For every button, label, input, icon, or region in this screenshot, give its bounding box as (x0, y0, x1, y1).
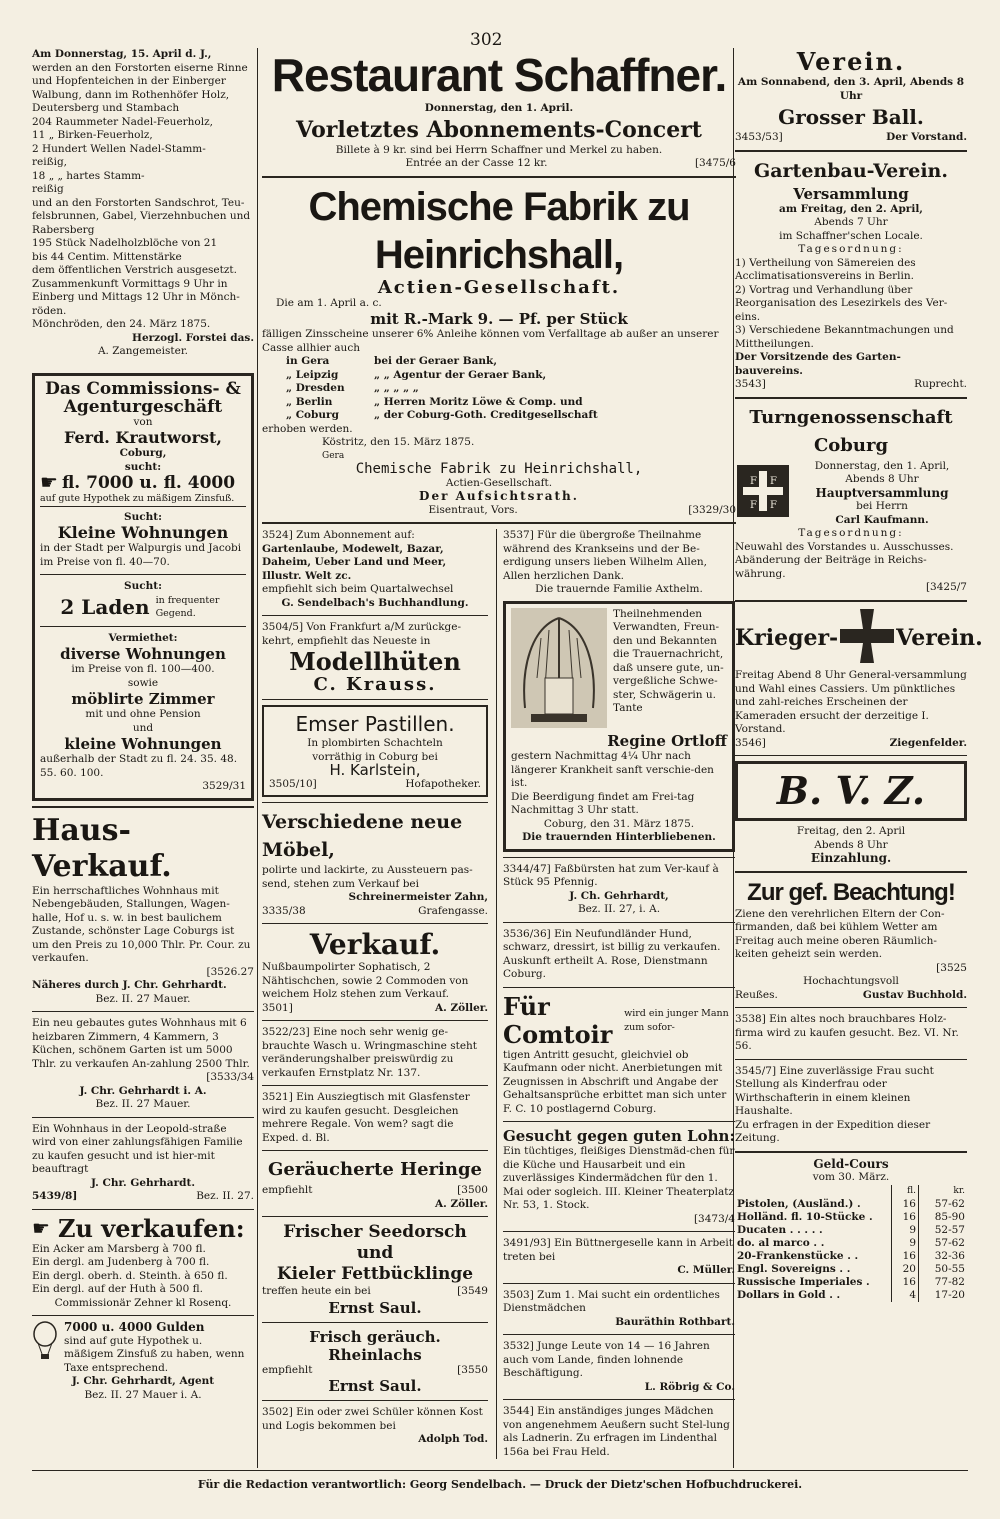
modell-sign: C. Krauss. (313, 674, 437, 695)
dienst-ref: 3503] (503, 1288, 534, 1301)
zuverk-title: Zu verkaufen: (57, 1213, 245, 1243)
footer-rule (32, 1470, 968, 1471)
turn-name: Carl Kaufmann. (835, 513, 929, 526)
commission-sucht: sucht: (124, 460, 162, 473)
pointing-hand-icon: ☛ (32, 1215, 50, 1240)
leopold-text: Ein Wohnhaus in der Leopold-straße wird von einer zahlungsfähigen Familie zu kaufen gesucht und ist hier-mit beauftragt (32, 1122, 243, 1175)
turn-time: Abends 8 Uhr (845, 473, 919, 485)
commission-s3-big: diverse Wohnungen (60, 645, 226, 663)
bvz-title: B. V. Z. (776, 768, 926, 813)
buersten-addr: Bez. II. 27, i. A. (577, 903, 661, 915)
commission-city: Coburg, (119, 447, 167, 459)
forst-line: Mönchröden, den 24. März 1875. (32, 318, 211, 330)
abo-text: Zum Abonnement auf: (296, 529, 415, 541)
kurs-head-cell (735, 1185, 892, 1198)
bvz-date: Freitag, den 2. April (796, 825, 906, 837)
restaurant-date: Donnerstag, den 1. April. (424, 102, 574, 114)
forst-sign-name: A. Zangemeister. (97, 345, 189, 357)
todes-date: Coburg, den 31. März 1875. (543, 817, 695, 830)
dank-text: Für die übergroße Theilnahme während des Krankseins und der Be-erdigung unsers lieben Wilhelm Allen, Allen herzlichen Dank. (503, 529, 708, 582)
abo-sign: G. Sendelbach's Buchhandlung. (281, 596, 469, 609)
modell-text: Von Frankfurt a/M zurückge-kehrt, empfiehlt das Neueste in (262, 621, 462, 647)
moebel-text: polirte und lackirte, zu Aussteuern pas-send, stehen zum Verkauf bei (262, 864, 473, 890)
commission-und: und (132, 721, 154, 734)
restaurant-ref: [3475/6 (694, 157, 736, 169)
dank-ref: 3537] (503, 529, 534, 541)
chemie-date: Köstritz, den 15. März 1875. (322, 436, 475, 448)
table-cell: Dollars in Gold . . (737, 1288, 841, 1301)
emser-name: H. Karlstein, (329, 761, 421, 779)
table-cell: 16 (892, 1276, 919, 1289)
forst-line: Rabersberg (32, 223, 95, 236)
haus-text: Ein herrschaftliches Wohnhaus mit Nebengebäuden, Stallungen, Wagen-halle, Hof u. s. w. in best baulichem Zustande, schönster Lage Coburgs ist um den Preis zu 10,000 Thlr. Pr. Cour. zu verkaufen. (32, 884, 251, 964)
todes-sign: Die trauernden Hinterbliebenen. (522, 831, 716, 843)
krieger-sign: Ziegenfelder. (889, 736, 967, 749)
comtoir-title: Für Comtoir (503, 991, 613, 1049)
hering-sign: A. Zöller. (434, 1197, 488, 1210)
chemie-place-city: „ Berlin (286, 395, 333, 408)
chemie-title: Chemische Fabrik zu Heinrichshall, (308, 184, 690, 277)
buersten-ref: 3344/47] (503, 862, 551, 875)
neubau-sign: J. Chr. Gehrhardt i. A. (79, 1084, 207, 1097)
table-row (735, 1198, 967, 1211)
table-cell: 50-55 (919, 1263, 968, 1276)
lachs-title: Frisch geräuch. Rheinlachs (309, 1327, 441, 1364)
chemie-place-city: „ Coburg (286, 409, 339, 421)
verein-sign: Der Vorstand. (886, 131, 967, 143)
chemie-place-city: „ Leipzig (286, 368, 339, 381)
table-cell: 4 (892, 1289, 919, 1302)
lohn-ref: [3473/4 (693, 1212, 735, 1225)
forst-line: Walbung, dann im Rothenhöfer Holz, (32, 88, 230, 101)
column-right (735, 47, 983, 1302)
table-cell: Engl. Sovereigns . . (737, 1262, 851, 1275)
obituary-box (503, 601, 735, 852)
table-cell: 57-62 (919, 1198, 968, 1211)
table-cell: 77-82 (919, 1276, 968, 1289)
seedorsch-ref: [3549 (457, 1285, 488, 1297)
chemie-sign3: Der Aufsichtsrath. (419, 489, 579, 503)
turn-date: Donnerstag, den 1. April, (814, 459, 950, 472)
dienst-text: Zum 1. Mai sucht ein ordentliches Dienstmädchen (503, 1288, 720, 1314)
table-row (735, 1263, 967, 1276)
forst-notice (32, 48, 254, 332)
list-item: Ein dergl. am Judenberg à 700 fl. (32, 1256, 210, 1268)
table-cell: 16 (892, 1198, 919, 1211)
table-cell: Holländ. fl. 10-Stücke . (737, 1210, 873, 1223)
commission-ad (32, 373, 254, 801)
forst-line: 204 Raummeter Nadel-Feuerholz, (32, 115, 213, 128)
forst-line: 11 „ Birken-Feuerholz, (32, 129, 153, 141)
turn-tages: Tagesordnung: (798, 527, 904, 539)
holz-text: Ein altes noch brauchbares Holz-firma wird zu kaufen gesucht. Bez. VI. Nr. 56. (735, 1013, 959, 1052)
dienst-sign: Bauräthin Rothbart. (615, 1315, 735, 1328)
emser-text2: vorräthig in Coburg bei (312, 750, 438, 763)
modell-ref: 3504/5] (262, 621, 304, 633)
commission-amount-sub: auf gute Hypothek zu mäßigem Zinsfuß. (40, 492, 246, 507)
leute-ref: 3532] (503, 1340, 534, 1352)
table-cell: 85-90 (919, 1211, 968, 1224)
weeping-willow-icon (511, 608, 607, 733)
beacht-text: Ziene den verehrlichen Eltern der Con-firmanden, daß bei kühlem Wetter am Freitag auch meine oberen Räumlich-keiten geheizt sein werden. (735, 907, 945, 960)
abo-items: Gartenlaube, Modewelt, Bazar, Daheim, Ueber Land und Meer, Illustr. Welt zc. (262, 542, 447, 582)
maedchen-ref: 3544] (503, 1405, 534, 1417)
verein-title: Verein. (796, 47, 906, 76)
forst-sign: Herzogl. Forstei das. (132, 331, 254, 344)
krieger-right: Verein. (896, 624, 983, 651)
chemie-place-city: in Gera (286, 355, 330, 367)
moebel-title: Verschiedene neue Möbel, (262, 811, 463, 861)
moebel-addr: Grafengasse. (418, 904, 488, 917)
garten-tages: Tagesordnung: (798, 243, 904, 255)
table-row (735, 1237, 967, 1250)
emser-role: Hofapotheker. (405, 777, 481, 790)
beacht-ref: [3525 (936, 961, 967, 974)
chemie-erhoben: erhoben werden. (262, 422, 353, 435)
krieger-text: Freitag Abend 8 Uhr General-versammlung und Wahl eines Cassiers. Um pünktliches und zahl-reiches Erscheinen der Kameraden ersucht der derzeitige I. Vorstand. (735, 669, 967, 735)
kurs-head-cell: kr. (919, 1185, 968, 1198)
restaurant-title: Restaurant Schaffner. (271, 49, 727, 101)
list-item: 3) Verschiedene Bekanntmachungen und Mittheilungen. (735, 324, 954, 350)
chemie-ref: [3329/30 (688, 503, 736, 516)
page-number: 302 (470, 30, 503, 50)
chemie-place-who: „ „ „ „ „ (374, 382, 419, 394)
verkauf-title: Verkauf. (309, 928, 441, 961)
column-middle (262, 48, 736, 1459)
commission-title: Das Commissions- & (45, 378, 241, 399)
commission-s3-text: im Preise von fl. 100—400. (71, 663, 215, 675)
verein-date: Am Sonnabend, den 3. April, Abends 8 Uhr (737, 76, 965, 102)
chemie-line2: mit R.-Mark 9. — Pf. per Stück (370, 310, 628, 328)
krieger-ref: 3546] (735, 736, 766, 749)
wasch-text: Eine noch sehr wenig ge-brauchte Wasch u. Wringmaschine steht veränderungshalber preiswürdig zu verkaufen Ernstplatz Nr. 137. (262, 1026, 478, 1079)
table-cell: Ducaten . . . . . (737, 1223, 823, 1236)
hund-ref: 3536/36] (503, 927, 551, 940)
commission-s3-text3: außerhalb der Stadt zu fl. 24. 35. 48. 55. 60. 100. (40, 753, 238, 779)
seedorsch-text: treffen heute ein bei (262, 1285, 371, 1297)
forst-line: und Hopfenteichen in der Einberger (32, 75, 226, 87)
beacht-sign: Gustav Buchhold. (862, 988, 967, 1001)
chemie-place-row (262, 409, 736, 423)
table-cell: 17-20 (919, 1289, 968, 1302)
forst-line: felsbrunnen, Gabel, Vierzehnbuchen und (32, 210, 251, 222)
bvz-box (735, 761, 967, 821)
emser-title: Emser Pastillen. (295, 712, 455, 736)
buettner-sign: C. Müller. (677, 1264, 735, 1276)
todes-text2: gestern Nachmittag 4¼ Uhr nach längerer Krankheit sanft verschie-den ist. (511, 750, 714, 789)
table-row (735, 1211, 967, 1224)
garten-sign: Der Vorsitzende des Garten-bauvereins. (735, 351, 901, 377)
seedorsch-sign: Ernst Saul. (328, 1298, 422, 1317)
zuverk-list (32, 1243, 254, 1297)
table-row (735, 1224, 967, 1237)
emser-ref: 3505/10] (269, 777, 317, 790)
forst-line: Deutersberg und Stambach (32, 102, 180, 114)
forst-line: Einberg und Mittags 12 Uhr in Mönch- (32, 291, 240, 303)
buersten-sign: J. Ch. Gehrhardt, (569, 889, 669, 902)
turn-text: Neuwahl des Vorstandes u. Ausschusses. Abänderung der Beiträge in Reichs-währung. (735, 540, 954, 580)
commission-s1: Sucht: (124, 510, 162, 523)
verkauf-ref: 3501] (262, 1001, 293, 1014)
forst-line: 2 Hundert Wellen Nadel-Stamm- (32, 142, 206, 155)
middle-subcol-right (496, 529, 735, 1459)
commission-ref: 3529/31 (202, 780, 246, 792)
gulden-sign: J. Chr. Gehrhardt, Agent (71, 1375, 215, 1387)
schueler-sign: Adolph Tod. (418, 1433, 488, 1445)
table-cell: 32-36 (919, 1250, 968, 1263)
pointing-hand-icon: ☛ (40, 470, 58, 495)
chemie-place-who: bei der Geraer Bank, (374, 355, 497, 367)
hering-text: empfiehlt (262, 1184, 313, 1196)
forst-line: 195 Stück Nadelholzblöche von 21 (32, 237, 218, 249)
iron-cross-icon (838, 607, 896, 670)
chemie-sign: Chemische Fabrik zu Heinrichshall, (355, 461, 643, 477)
garten-name: Ruprecht. (914, 378, 967, 390)
garten-items (735, 257, 967, 352)
commission-s3-text2: mit und ohne Pension (85, 708, 201, 720)
forst-line: dem öffentlichen Verstrich ausgesetzt. (32, 264, 237, 276)
garten-ref: 3543] (735, 378, 766, 390)
commission-s2-side: in frequenter Gegend. (155, 594, 220, 619)
lohn-title: Gesucht gegen guten Lohn: (503, 1127, 735, 1145)
leopold-sign: J. Chr. Gehrhardt. (91, 1176, 195, 1189)
chemie-place-row (262, 396, 736, 410)
svg-text:F: F (750, 476, 757, 487)
commission-name: Ferd. Krautworst, (64, 428, 222, 447)
buettner-ref: 3491/93] (503, 1237, 551, 1249)
hering-title: Geräucherte Heringe (268, 1159, 482, 1180)
commission-s2: Sucht: (124, 580, 162, 592)
kurs-table (735, 1185, 967, 1302)
chemie-place-row (262, 382, 736, 396)
auszieh-ref: 3521] (262, 1091, 293, 1103)
turn-big: Hauptversammlung (815, 485, 949, 500)
neubau-addr: Bez. II. 27 Mauer. (95, 1098, 191, 1110)
schueler-ref: 3502] (262, 1406, 293, 1418)
kurs-head-cell: fl. (892, 1185, 919, 1198)
chemie-place-who: „ Herren Moritz Löwe & Comp. und (374, 395, 583, 408)
krieger-left: Krieger- (735, 624, 839, 651)
haus-ref: [3526.27 (206, 965, 254, 978)
table-row (735, 1276, 967, 1289)
restaurant-tickets: Billete à 9 kr. sind bei Herrn Schaffner und Merkel zu haben. (335, 143, 663, 156)
verkauf-text: Nußbaumpolirter Sophatisch, 2 Nähtischchen, sowie 2 Commoden von weichem Holz stehen zum Verkauf. (262, 961, 469, 1000)
list-item: Ein Acker am Marsberg à 700 fl. (32, 1242, 206, 1255)
leute-text: Junge Leute von 14 — 16 Jahren auch vom Lande, finden lohnende Beschäftigung. (503, 1340, 710, 1379)
restaurant-entree: Entrée an der Casse 12 kr. (405, 157, 548, 169)
forst-line: reißig, (32, 156, 68, 168)
chemie-sign2: Actien-Gesellschaft. (445, 476, 553, 489)
chemie-sub: Actien-Gesellschaft. (377, 276, 621, 298)
chemie-places (262, 355, 736, 423)
seedorsch-title1: Frischer Seedorsch und (283, 1222, 467, 1263)
garten-title: Gartenbau-Verein. (754, 159, 948, 182)
leopold-addr: Bez. II. 27. (196, 1190, 254, 1202)
buersten-text: Faßbürsten hat zum Ver-kauf à Stück 95 Pfennig. (503, 862, 719, 888)
turn-title: Turngenossenschaft Coburg (749, 406, 953, 456)
table-row (735, 1250, 967, 1263)
chemie-place-row (262, 355, 736, 369)
hund-text: Ein Neufundländer Hund, schwarz, dressirt, ist billig zu verkaufen. Auskunft ertheilt A. Rose, Dienstmann Coburg. (503, 927, 721, 980)
turn-ref: [3425/7 (925, 581, 967, 593)
wasch-ref: 3522/23] (262, 1026, 310, 1038)
table-cell: 52-57 (919, 1224, 968, 1237)
column-divider-left (257, 48, 258, 1468)
verkauf-sign: A. Zöller. (434, 1001, 488, 1014)
garten-sub: Versammlung (793, 184, 909, 203)
commission-sowie: sowie (127, 676, 159, 689)
zuverk-comm: Commissionär Zehner kl Rosenq. (54, 1296, 232, 1309)
comtoir-text: tigen Antritt gesucht, gleichviel ob Kaufmann oder nicht. Anerbietungen mit Zeugnissen in Abschrift und Angabe der Gehaltsansprüche erbittet man sich unter F. C. 10 postlagernd Coburg. (503, 1048, 727, 1115)
balloon-icon (32, 1321, 58, 1375)
lachs-sign: Ernst Saul. (328, 1377, 422, 1395)
forst-line: bis 44 Centim. Mittenstärke (32, 250, 182, 263)
emser-ad (262, 705, 488, 797)
restaurant-event: Vorletztes Abonnements-Concert (296, 116, 702, 143)
svg-text:F: F (770, 500, 777, 511)
table-cell: 9 (892, 1224, 919, 1237)
table-cell: 20 (892, 1263, 919, 1276)
garten-place: im Schaffner'schen Locale. (779, 229, 923, 242)
svg-text:F: F (770, 476, 777, 487)
table-cell: 57-62 (919, 1237, 968, 1250)
chemie-place-city: „ Dresden (286, 382, 345, 394)
maedchen-text: Ein anständiges junges Mädchen von angenehmem Aeußern sucht Stel-lung als Ladnerin. Zu erfragen im Lindenthal 156a bei Frau Held. (503, 1405, 730, 1458)
chemie-place-who: „ „ Agentur der Geraer Bank, (374, 368, 547, 381)
leopold-ref: 5439/8] (32, 1190, 78, 1202)
emser-text1: In plombirten Schachteln (307, 737, 443, 749)
column-left (32, 48, 254, 1402)
garten-time: Abends 7 Uhr (814, 216, 888, 228)
auszieh-text: Ein Ausziegtisch mit Glasfenster wird zu kaufen gesucht. Desgleichen mehrere Regale. Von wem? sagt die Exped. d. Bl. (262, 1091, 470, 1144)
modell-big: Modellhüten (289, 647, 461, 676)
moebel-sign: Schreinermeister Zahn, (348, 891, 488, 903)
abo-ad (262, 529, 488, 543)
list-item: 2) Vortrag und Verhandlung über Reorganisation des Lesezirkels des Ver-eins. (735, 283, 948, 323)
todes-text3: Die Beerdigung findet am Frei-tag Nachmittag 3 Uhr statt. (511, 790, 695, 816)
commission-s1-big: Kleine Wohnungen (57, 523, 229, 542)
gulden-text: sind auf gute Hypothek u. mäßigem Zinsfuß zu haben, wenn Taxe entsprechend. (64, 1334, 245, 1374)
bvz-time: Abends 8 Uhr (814, 838, 888, 851)
comtoir-side: wird ein junger Mann zum sofor- (624, 1008, 729, 1033)
middle-subcol-left (262, 529, 488, 1459)
garten-date: am Freitag, den 2. April, (779, 202, 923, 215)
haus-addr: Bez. II. 27 Mauer. (95, 992, 191, 1005)
lachs-text: empfiehlt (262, 1363, 313, 1376)
forst-line: röden. (32, 304, 67, 317)
table-cell: do. al marco . . (737, 1236, 825, 1249)
forst-line: Zusammenkunft Vormittags 9 Uhr in (32, 277, 228, 290)
leute-sign: L. Röbrig & Co. (644, 1380, 735, 1393)
commission-amount: fl. 7000 u. fl. 4000 (61, 473, 236, 493)
forst-line: und an den Forstorten Sandschrot, Teu- (32, 196, 245, 209)
lohn-text: Ein tüchtiges, fleißiges Dienstmäd-chen für die Küche und Hausarbeit und ein zuverlässiges Kindermädchen für den 1. Mai oder sogleich. III. Kleiner Theaterplatz Nr. 53, 1. Stock. (503, 1145, 735, 1211)
bvz-big: Einzahlung. (810, 851, 892, 865)
kinder-ref: 3545/7] (735, 1064, 777, 1077)
table-cell: 9 (892, 1237, 919, 1250)
verein-big: Grosser Ball. (778, 105, 924, 129)
table-cell: Russische Imperiales . (737, 1275, 870, 1288)
kinder-text: Eine zuverlässige Frau sucht Stellung als Kinderfrau oder Wirthschafterin in einem kleinen Haushalte. (735, 1064, 934, 1117)
haus-title: Haus-Verkauf. (32, 812, 172, 884)
chemie-body: fälligen Zinsscheine unserer 6% Anleihe können vom Verfalltage ab außer an unserer Casse allhier auch (262, 328, 719, 354)
chemie-line1: Die am 1. April a. c. (276, 296, 382, 309)
verein-ref: 3453/53] (735, 131, 783, 143)
gulden-title: 7000 u. 4000 Gulden (64, 1320, 205, 1334)
haus-more: Näheres durch J. Chr. Gehrhardt. (32, 979, 227, 991)
gulden-addr: Bez. II. 27 Mauer i. A. (84, 1388, 202, 1401)
chemie-place-who: „ der Coburg-Goth. Creditgesellschaft (374, 409, 598, 421)
table-cell: 20-Frankenstücke . . (737, 1249, 859, 1262)
kurs-title: Geld-Cours (813, 1156, 889, 1171)
chemie-gera: Gera (322, 450, 345, 461)
list-item: 1) Vertheilung von Sämereien des Acclimatisationsvereins in Berlin. (735, 256, 916, 282)
table-cell: 16 (892, 1250, 919, 1263)
table-row (735, 1289, 967, 1302)
todes-text1: Theilnehmenden Verwandten, Freun-den und Bekannten die Trauernachricht, daß unsere gute, un-vergeßliche Schwe-ster, Schwägerin u. Tante (613, 607, 724, 714)
kurs-date: vom 30. März. (812, 1171, 890, 1183)
forst-line: 18 „ „ hartes Stamm- (32, 169, 145, 182)
commission-s3-big3: kleine Wohnungen (64, 735, 222, 753)
neubau-text: Ein neu gebautes gutes Wohnhaus mit 6 heizbaren Zimmern, 4 Kammern, 3 Küchen, schönem Garten ist um 5000 Thlr. zu verkaufen An-zahlung 2500 Thlr. (32, 1017, 250, 1070)
commission-s3: Vermiethet: (108, 631, 178, 644)
holz-ref: 3538] (735, 1013, 766, 1025)
commission-title-2: Agenturgeschäft (63, 396, 223, 417)
list-item: Ein dergl. oberh. d. Steinth. à 650 fl. (32, 1269, 228, 1282)
turner-cross-icon (735, 463, 791, 524)
chemie-place-row (262, 369, 736, 383)
moebel-ref: 3335/38 (262, 904, 306, 917)
abo-text2: empfiehlt sich beim Quartalwechsel (262, 583, 454, 595)
hering-ref: [3500 (457, 1184, 488, 1196)
svg-text:F: F (750, 500, 757, 511)
abo-ref: 3524] (262, 529, 293, 541)
schueler-text: Ein oder zwei Schüler können Kost und Logis bekommen bei (262, 1406, 483, 1432)
commission-s1-text: in der Stadt per Walpurgis und Jacobi im Preise von fl. 40—70. (40, 542, 242, 568)
forst-line: reißig (32, 183, 64, 195)
beacht-greet: Hochachtungsvoll (803, 975, 899, 987)
kinder-text2: Zu erfragen in der Expedition dieser Zeitung. (735, 1118, 931, 1144)
commission-s3-big2: möblirte Zimmer (71, 690, 215, 708)
commission-von: von (133, 415, 153, 428)
seedorsch-title2: Kieler Fettbücklinge (276, 1264, 474, 1284)
list-item: Ein dergl. auf der Huth à 500 fl. (32, 1283, 203, 1295)
beacht-title: Zur gef. Beachtung! (747, 878, 955, 906)
lachs-ref: [3550 (457, 1363, 488, 1376)
beacht-place: Reußes. (735, 988, 778, 1001)
dank-sign: Die trauernde Familie Axthelm. (535, 583, 703, 595)
turn-place: bei Herrn (856, 500, 908, 512)
forst-line: Am Donnerstag, 15. April d. J., (32, 48, 212, 60)
buettner-text: Ein Büttnergeselle kann in Arbeit treten bei (503, 1237, 733, 1263)
table-cell: Pistolen, (Ausländ.) . (737, 1197, 861, 1210)
forst-line: werden an den Forstorten eiserne Rinne (32, 61, 248, 74)
chemie-sign4: Eisentraut, Vors. (428, 503, 518, 516)
todes-name: Regine Ortloff (607, 732, 727, 750)
table-cell: 16 (892, 1211, 919, 1224)
footer: Für die Redaction verantwortlich: Georg Sendelbach. — Druck der Dietz'schen Hofbuchdruckerei. (197, 1478, 803, 1491)
commission-s2-big: 2 Laden (60, 595, 150, 619)
neubau-ref: [3533/34 (206, 1071, 254, 1083)
